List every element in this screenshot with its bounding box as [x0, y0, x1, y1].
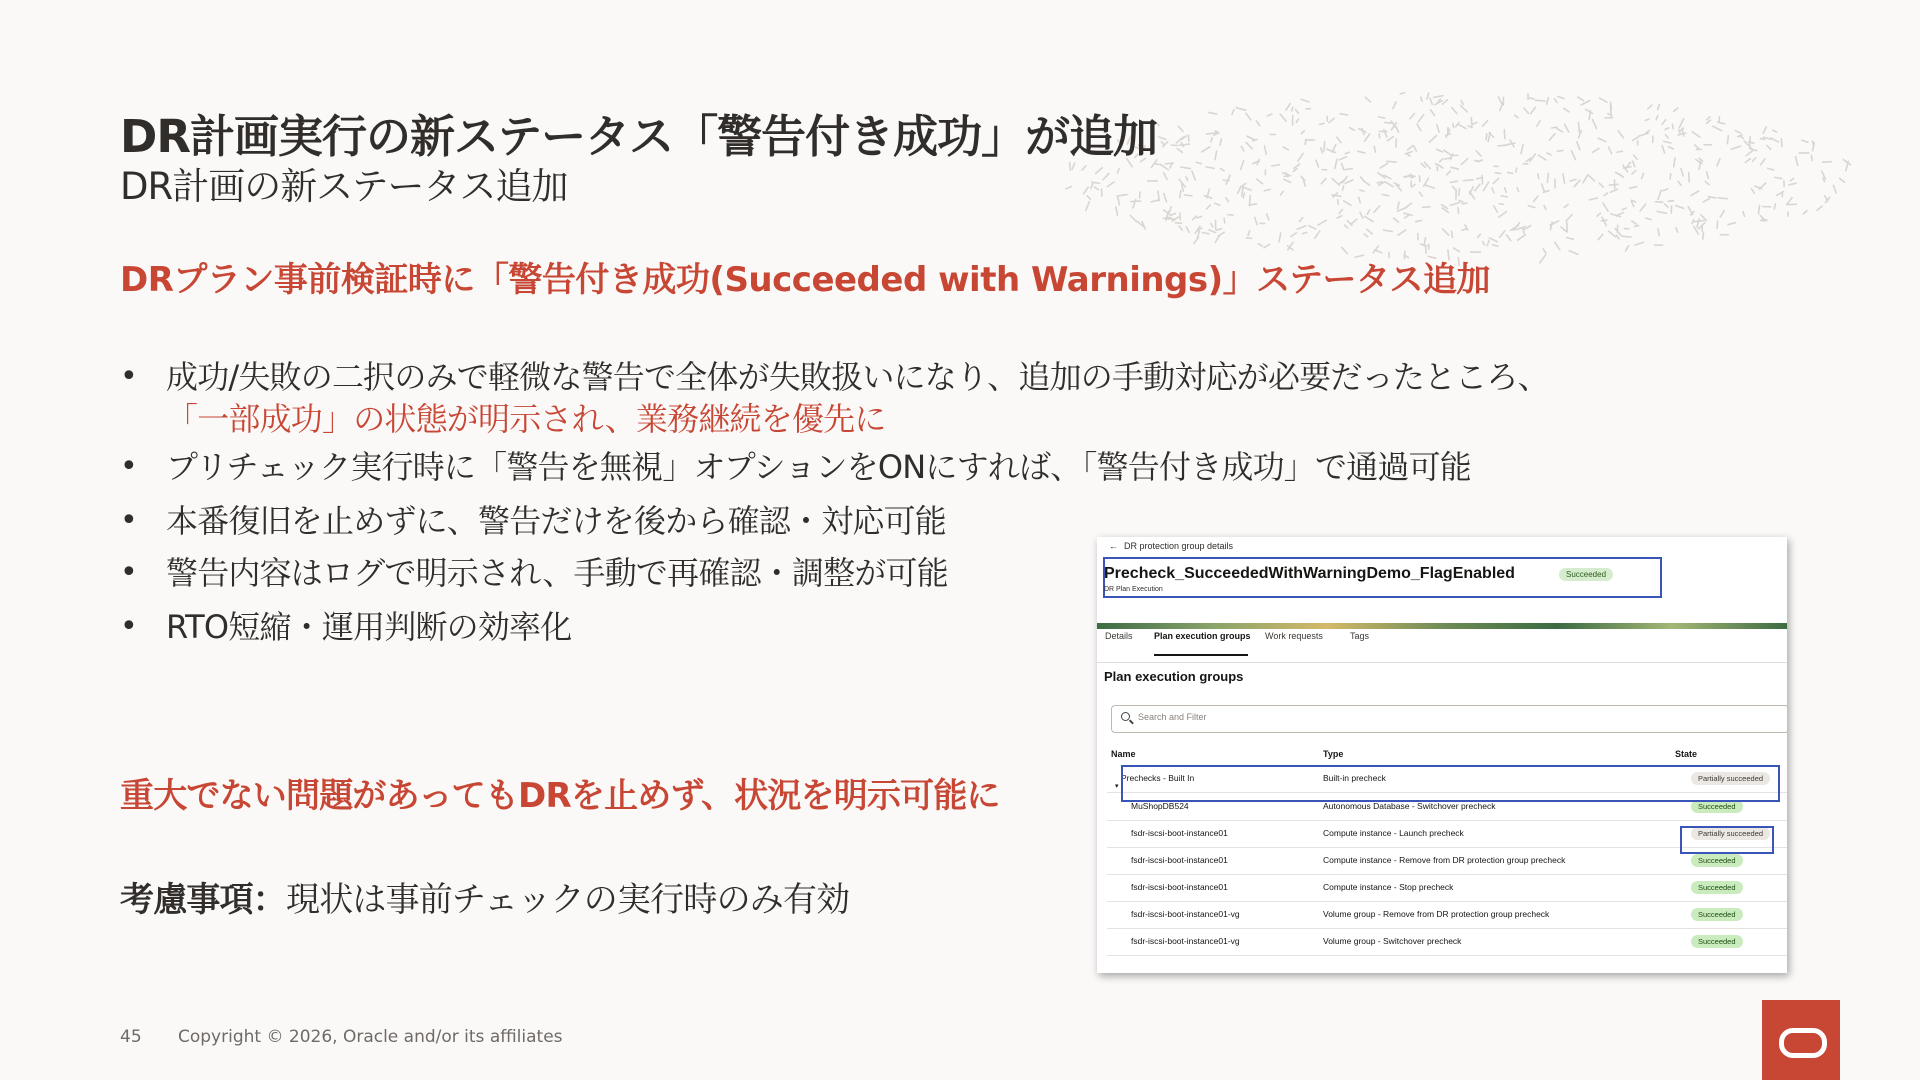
column-header-type[interactable]: Type [1323, 749, 1344, 759]
search-placeholder: Search and Filter [1138, 712, 1207, 722]
table-row[interactable] [1107, 901, 1787, 929]
highlight-box [1121, 765, 1780, 802]
bullet-text: プリチェック実行時に「警告を無視」オプションをONにすれば、「警告付き成功」で通過可能 [166, 448, 1471, 486]
status-badge: Succeeded [1559, 568, 1613, 581]
row-type: Compute instance - Stop precheck [1323, 882, 1454, 892]
note-label: 考慮事項： [120, 880, 286, 920]
tab-work-requests[interactable]: Work requests [1265, 631, 1323, 641]
bullet-item [120, 446, 1600, 500]
row-type: Volume group - Switchover precheck [1323, 936, 1462, 946]
row-name[interactable]: fsdr-iscsi-boot-instance01-vg [1131, 936, 1240, 946]
breadcrumb[interactable]: ← DR protection group details [1109, 541, 1234, 551]
state-badge: Succeeded [1691, 800, 1743, 813]
bullet-dot: • [120, 359, 137, 394]
bullet-text: RTO短縮・運用判断の効率化 [166, 608, 572, 646]
oracle-ring-icon [1779, 1028, 1827, 1058]
slide-title: DR計画実行の新ステータス「警告付き成功」が追加 [120, 110, 1158, 163]
row-name[interactable]: fsdr-iscsi-boot-instance01 [1131, 855, 1228, 865]
copyright: Copyright © 2026, Oracle and/or its affiliates [178, 1027, 563, 1047]
state-badge: Partially succeeded [1691, 772, 1770, 785]
bullet-text-highlight: 「一部成功」の状態が明示され、業務継続を優先に [166, 400, 886, 438]
highlight-heading: DRプラン事前検証時に「警告付き成功(Succeeded with Warnings)」ステータス追加 [120, 260, 1490, 300]
bullet-dot: • [120, 555, 137, 590]
column-header-name[interactable]: Name [1111, 749, 1136, 759]
state-badge: Succeeded [1691, 854, 1743, 867]
bullet-dot: • [120, 503, 137, 538]
row-name[interactable]: fsdr-iscsi-boot-instance01-vg [1131, 909, 1240, 919]
section-title: Plan execution groups [1104, 669, 1244, 684]
slide-subtitle: DR計画の新ステータス追加 [120, 165, 568, 208]
search-icon [1121, 712, 1130, 721]
row-type: Volume group - Remove from DR protection group precheck [1323, 909, 1550, 919]
row-type: Compute instance - Remove from DR protection group precheck [1323, 855, 1566, 865]
decorative-banner [1097, 623, 1787, 629]
state-badge: Succeeded [1691, 908, 1743, 921]
note-text: 現状は事前チェックの実行時のみ有効 [286, 880, 850, 920]
row-name[interactable]: Prechecks - Built In [1121, 773, 1195, 783]
bullet-dot: • [120, 449, 137, 484]
row-name[interactable]: MuShopDB524 [1131, 801, 1189, 811]
state-badge: Succeeded [1691, 881, 1743, 894]
row-name[interactable]: fsdr-iscsi-boot-instance01 [1131, 882, 1228, 892]
row-type: Compute instance - Launch precheck [1323, 828, 1464, 838]
bullet-text: 成功/失敗の二択のみで軽微な警告で全体が失敗扱いになり、追加の手動対応が必要だったところ、 [166, 358, 1549, 396]
bullet-text: 本番復旧を止めずに、警告だけを後から確認・対応可能 [166, 502, 947, 540]
tab-tags[interactable]: Tags [1350, 631, 1370, 641]
state-badge: Partially succeeded [1691, 827, 1770, 840]
active-tab-indicator [1154, 654, 1248, 656]
bullet-item [120, 356, 1600, 446]
column-header-state[interactable]: State [1675, 749, 1698, 759]
bullet-text: 警告内容はログで明示され、手動で再確認・調整が可能 [166, 554, 948, 592]
expand-caret-icon[interactable]: ▾ [1115, 783, 1119, 790]
page-number: 45 [120, 1027, 142, 1047]
highlight-box [1680, 826, 1774, 854]
back-arrow-icon[interactable]: ← [1109, 541, 1118, 551]
emphasis-statement: 重大でない問題があってもDRを止めず、状況を明示可能に [120, 776, 1000, 816]
oracle-logo-icon [1762, 1000, 1840, 1080]
plan-name: Precheck_SucceededWithWarningDemo_FlagEnabled [1104, 565, 1515, 582]
tab-details[interactable]: Details [1105, 631, 1133, 641]
decorative-pattern [1065, 80, 1855, 270]
table-row[interactable] [1107, 928, 1787, 956]
search-input[interactable] [1111, 705, 1787, 733]
row-type: Built-in precheck [1323, 773, 1386, 783]
row-name[interactable]: fsdr-iscsi-boot-instance01 [1131, 828, 1228, 838]
consideration-note [120, 872, 849, 921]
state-badge: Succeeded [1691, 935, 1743, 948]
row-type: Autonomous Database - Switchover precheck [1323, 801, 1496, 811]
plan-subtitle: DR Plan Execution [1104, 586, 1163, 593]
bullet-dot: • [120, 609, 137, 644]
tab-plan-execution-groups[interactable]: Plan execution groups [1154, 631, 1251, 641]
console-screenshot [1097, 537, 1787, 973]
table-row[interactable] [1107, 874, 1787, 902]
